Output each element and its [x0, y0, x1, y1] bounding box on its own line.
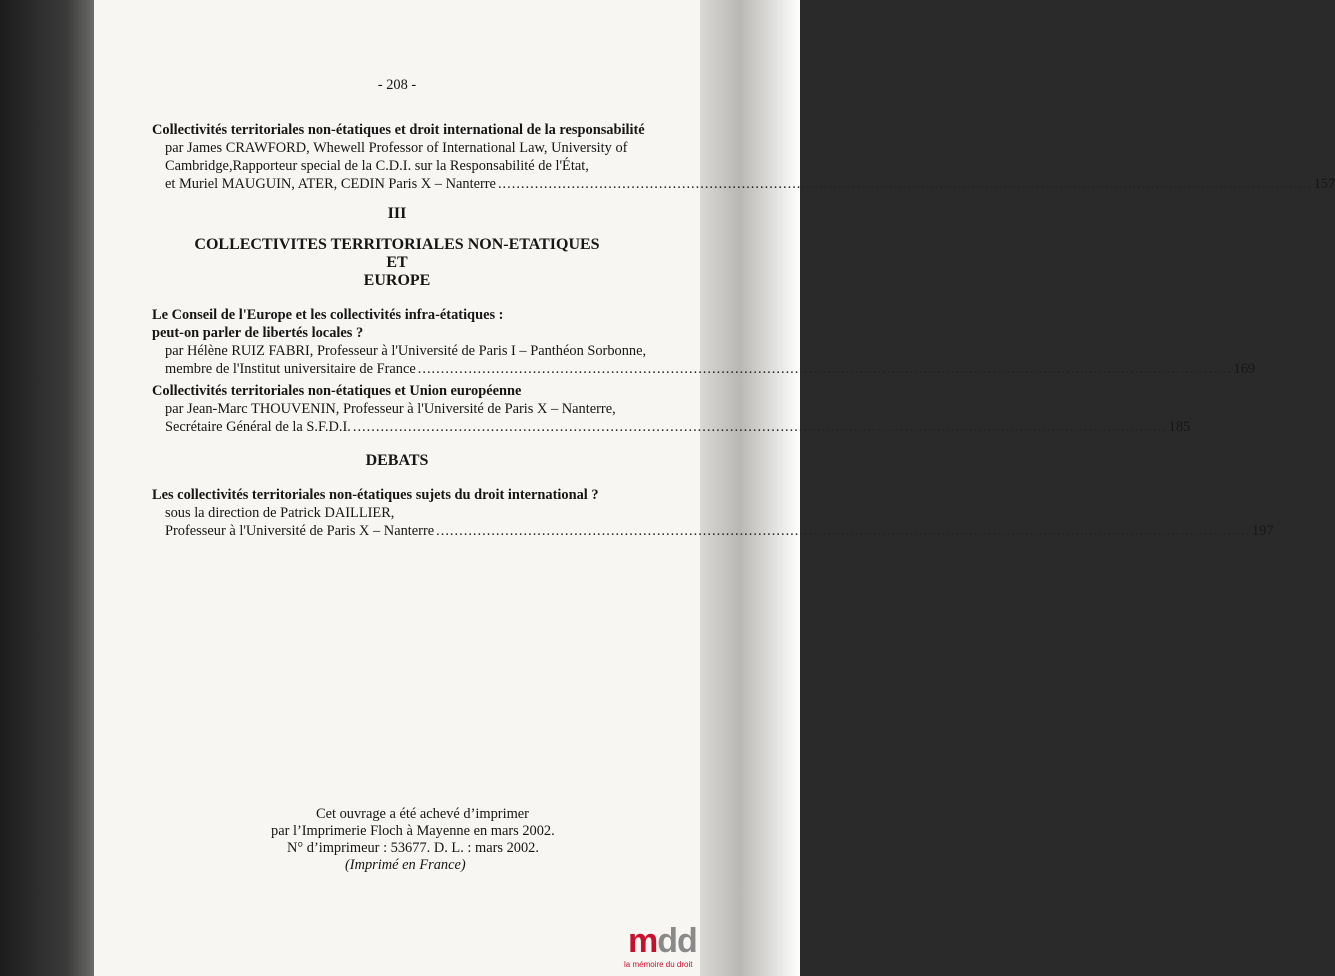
toc-entry-ruiz-fabri-author-line1: par Hélène RUIZ FABRI, Professeur à l'Université de Paris I – Panthéon Sorbonne,	[165, 343, 647, 359]
toc-entry-crawford-author-line1: par James CRAWFORD, Whewell Professor of International Law, University of	[165, 140, 628, 156]
colophon-line1: Cet ouvrage a été achevé d’imprimer	[316, 806, 529, 822]
mdd-logo-mark	[628, 924, 697, 958]
toc-entry-thouvenin-line2	[165, 418, 1191, 436]
debats-heading: DEBATS	[365, 452, 429, 469]
mdd-logo-dd: dd	[657, 922, 697, 960]
toc-entry-ruiz-fabri-author-line2: membre de l'Institut universitaire de France	[165, 361, 416, 377]
toc-entry-ruiz-fabri-page: 169	[1233, 361, 1256, 377]
toc-entry-ruiz-fabri-title2: peut-on parler de libertés locales ?	[152, 325, 364, 341]
toc-entry-debats-line2-row	[165, 522, 1274, 540]
toc-entry-thouvenin-title: Collectivités territoriales non-étatiques et Union européenne	[152, 383, 522, 399]
toc-entry-ruiz-fabri-line2	[165, 360, 1256, 378]
leader-dots: .................................................................................................................................................................................	[352, 419, 1167, 435]
toc-entry-thouvenin-page: 185	[1168, 419, 1191, 435]
toc-entry-debats-page: 197	[1251, 523, 1274, 539]
leader-dots: .................................................................................................................................................................................	[436, 523, 1250, 539]
mdd-logo-tagline: la mémoire du droit	[624, 960, 693, 969]
toc-entry-ruiz-fabri-title1: Le Conseil de l'Europe et les collectivités infra-étatiques :	[152, 307, 504, 323]
section-title-line1: COLLECTIVITES TERRITORIALES NON-ETATIQUES	[194, 236, 600, 253]
colophon-line3: N° d’imprimeur : 53677. D. L. : mars 2002.	[287, 840, 539, 856]
toc-entry-crawford-author-line2: Cambridge,Rapporteur special de la C.D.I. sur la Responsabilité de l'État,	[165, 158, 589, 174]
toc-entry-debats-line1: sous la direction de Patrick DAILLIER,	[165, 505, 395, 521]
toc-entry-thouvenin-author-line2: Secrétaire Général de la S.F.D.I.	[165, 419, 351, 435]
toc-entry-crawford-author-line3: et Muriel MAUGUIN, ATER, CEDIN Paris X – Nanterre	[165, 176, 496, 192]
mdd-logo	[618, 924, 718, 976]
toc-entry-crawford-page: 157	[1313, 176, 1335, 192]
toc-entry-debats-line2: Professeur à l'Université de Paris X – Nanterre	[165, 523, 435, 539]
toc-entry-crawford-line3	[165, 175, 1335, 193]
toc-entry-thouvenin-author-line1: par Jean-Marc THOUVENIN, Professeur à l'Université de Paris X – Nanterre,	[165, 401, 616, 417]
mdd-logo-m: m	[628, 922, 658, 960]
colophon-line4: (Imprimé en France)	[345, 857, 466, 873]
toc-entry-debats-title: Les collectivités territoriales non-étatiques sujets du droit international ?	[152, 487, 599, 503]
section-title-line3: EUROPE	[363, 272, 431, 289]
toc-entry-crawford-title: Collectivités territoriales non-étatiques et droit international de la responsabilité	[152, 122, 645, 138]
leader-dots: .................................................................................................................................................................................	[417, 361, 1232, 377]
section-title-line2: ET	[386, 254, 408, 271]
colophon-line2: par l’Imprimerie Floch à Mayenne en mars 2002.	[271, 823, 555, 839]
page-number: - 208 -	[377, 77, 417, 93]
section-numeral: III	[387, 205, 407, 222]
leader-dots: .................................................................................................................................................................................	[497, 176, 1312, 192]
